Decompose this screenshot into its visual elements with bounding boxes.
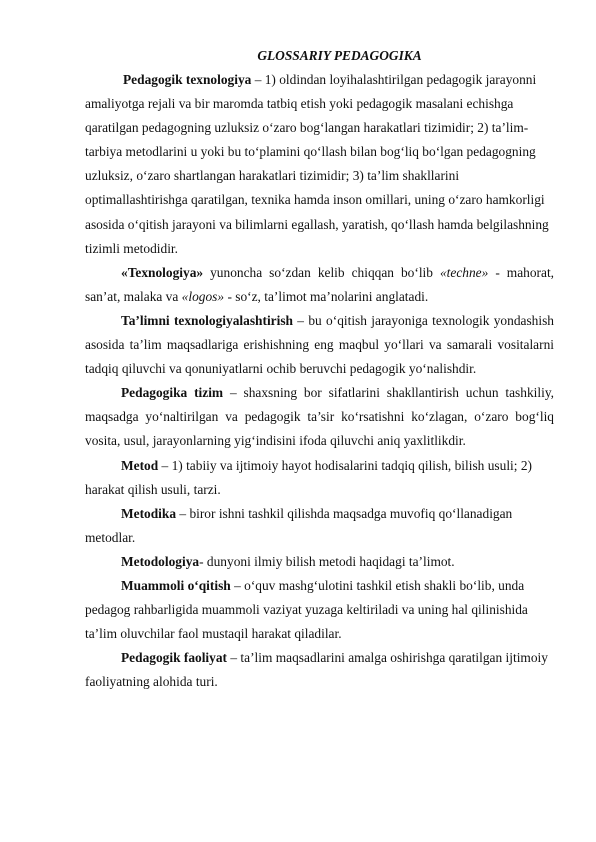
entry-definition: - mahorat, san’at, malaka va	[85, 264, 555, 304]
glossary-entry	[85, 574, 554, 646]
entry-term: Pedagogik texnologiya	[123, 72, 252, 87]
glossary-entry	[85, 454, 554, 502]
entry-term: Metodologiya	[121, 553, 200, 569]
entry-term: «Texnologiya»	[121, 264, 204, 280]
entry-term: Metodika	[121, 505, 177, 521]
entry-definition: – 1) oldindan loyihalashtirilgan pedagogik jarayonni amaliyotga rejali va bir maromda tatbiq etish yoki pedagogik masalani echishga qaratilgan pedagogning uzluksiz o‘zaro bog‘langan harakatlari tizimidir; 2) ta’lim-tarbiya metodlarini u yoki bu to‘plamini qo‘llash bilan bog‘liq bo‘lgan pedagogning uzluksiz, o‘zaro shartlangan harakatlari tizimidir; 3) ta’lim shakllarini optimallashtirishga qaratilgan, texnika hamda inson omillari, uning o‘zaro hamkorligi asosida o‘qitish jarayoni va bilimlarni egallash, yaratish, qo‘llash hamda belgilashning tizimli metodidir.	[85, 72, 549, 256]
entry-definition: - dunyoni ilmiy bilish metodi haqidagi ta’limot.	[199, 553, 455, 569]
entry-term: Pedagogika tizim	[121, 385, 224, 401]
glossary-entry	[85, 309, 554, 381]
entry-italic-term: «logos»	[181, 288, 225, 304]
glossary-entry	[85, 646, 554, 694]
document-page	[85, 44, 554, 694]
entry-definition: – shaxsning bor sifatlarini shakllantirish uchun tashkiliy, maqsadga yo‘naltirilgan va pedagogik ta’sir ko‘rsatishni ko‘zlagan, o‘zaro bog‘liq vosita, usul, jarayonlarning yig‘indisini ifoda qiluvchi aniq yaxlitlikdir.	[85, 385, 554, 449]
entry-definition: yunoncha so‘zdan kelib chiqqan bo‘lib	[203, 264, 440, 280]
glossary-entry	[85, 381, 554, 453]
entry-definition: – ta’lim maqsadlarini amalga oshirishga qaratilgan ijtimoiy faoliyatning alohida turi.	[85, 650, 548, 690]
glossary-entry	[85, 68, 554, 261]
entry-term: Metod	[121, 457, 159, 473]
glossary-entry	[85, 550, 554, 574]
entry-term: Ta’limni texnologiyalashtirish	[121, 312, 293, 328]
entry-definition: – bu o‘qitish jarayoniga texnologik yondashish asosida ta’lim maqsadlariga erishishning eng maqbul yo‘llari va samarali vositalarni tadqiq qiluvchi va qonuniyatlarni ochib beruvchi pedagogik yo‘nalishdir.	[85, 312, 554, 377]
entry-italic-term: «techne»	[439, 264, 489, 280]
entry-definition: – biror ishni tashkil qilishda maqsadga muvofiq qo‘llanadigan metodlar.	[85, 505, 513, 545]
entry-definition: – o‘quv mashg‘ulotini tashkil etish shakli bo‘lib, unda pedagog rahbarligida muammoli vaziyat yuzaga keltiriladi va uning hal qilinishida ta’lim oluvchilar faol mustaqil harakat qiladilar.	[85, 577, 528, 642]
glossary-entry	[85, 261, 554, 309]
page-title: GLOSSARIY PEDAGOGIKA	[257, 48, 422, 63]
entry-definition: - so‘z, ta’limot ma’nolarini anglatadi.	[224, 288, 429, 304]
glossary-entry	[85, 502, 554, 550]
entry-definition: – 1) tabiiy va ijtimoiy hayot hodisalarini tadqiq qilish, bilish usuli; 2) harakat qilish usuli, tarzi.	[85, 457, 532, 497]
entry-term: Muammoli o‘qitish	[121, 577, 231, 593]
entry-term: Pedagogik faoliyat	[121, 650, 228, 666]
